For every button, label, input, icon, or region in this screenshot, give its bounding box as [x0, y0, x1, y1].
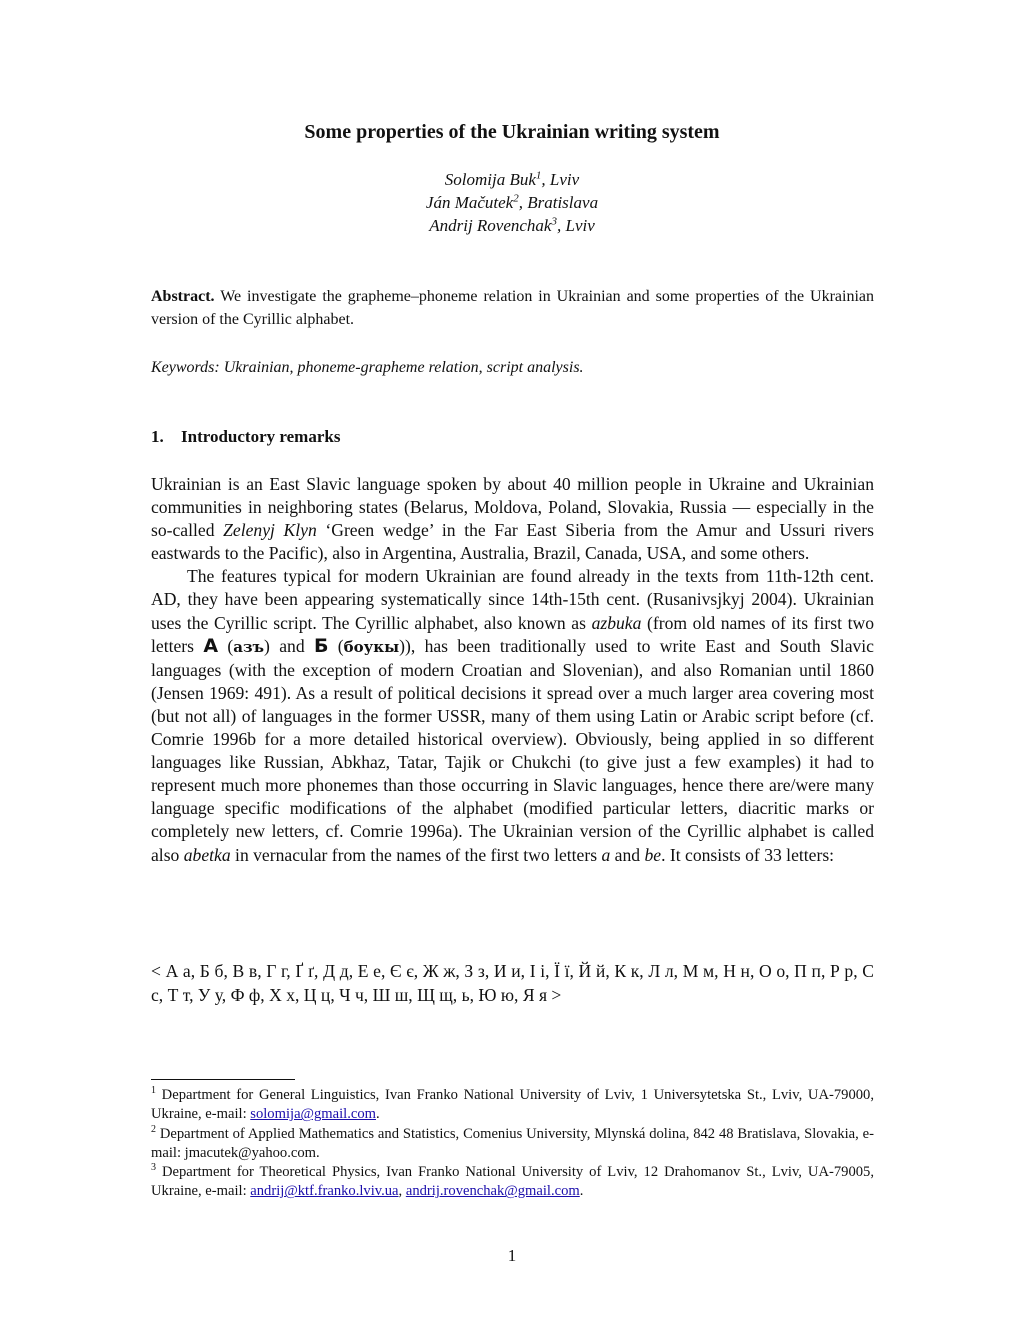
text-run: and [610, 844, 645, 865]
email-link[interactable]: andrij.rovenchak@gmail.com [405, 1183, 580, 1200]
section-title: Introductory remarks [181, 427, 341, 446]
body-text [151, 473, 874, 867]
italic-term: Zelenyj Klyn [223, 520, 317, 541]
abstract-label: Abstract. [151, 288, 215, 305]
text-run: . It consists of 33 letters: [661, 844, 835, 865]
footnote-mark[interactable]: 3 [551, 215, 557, 228]
footnote-tail: . [376, 1106, 380, 1123]
text-run: in vernacular from the names of the first two letters [230, 844, 602, 865]
text-run: ) and [264, 635, 314, 656]
footnote-1 [151, 1086, 874, 1125]
text-run: ‘Green wedge’ in the Far East Siberia from the Amur and Ussuri rivers eastwards to the Pacific), also in Argentina, Australia, Brazil, Canada, USA, and some others. [151, 520, 874, 564]
section-number: 1. [151, 427, 164, 446]
italic-term: azbuka [591, 612, 642, 633]
author-name: Solomija Buk [444, 170, 536, 189]
section-heading [151, 425, 874, 449]
footnote-mark: 3 [151, 1162, 156, 1174]
footnote-mark[interactable]: 1 [535, 169, 542, 182]
email-link[interactable]: solomija@gmail.com [250, 1106, 376, 1123]
old-letter-name-az: азъ [233, 637, 265, 656]
footnote-separator: , [398, 1183, 406, 1200]
old-cyrillic-a-glyph: А [203, 634, 219, 657]
footnotes [151, 1086, 874, 1202]
text-run: The features typical for modern Ukrainian are found already in the texts from 11th-12th cent. AD, they have been appearing systematically since 14th-15th cent. (Rusanivsjkyj 2004). Ukrainian uses the Cyrillic script. The Cyrillic alphabet, also known as [151, 566, 874, 633]
text-run: ( [218, 635, 234, 656]
footnote-mark[interactable]: 2 [513, 192, 519, 205]
author-3 [0, 214, 1024, 237]
footnote-text: Department for General Linguistics, Ivan Franko National University of Lviv, 1 Universytetska St., Lviv, UA-79000, Ukraine, e-mail: [151, 1087, 874, 1123]
footnote-text: Department of Applied Mathematics and Statistics, Comenius University, Mlynská dolina, 842 48 Bratislava, Slovakia, e-mail: jmacutek@yahoo.com. [151, 1125, 874, 1161]
italic-term: a [601, 844, 611, 865]
text-run: ( [328, 635, 344, 656]
email-link[interactable]: andrij@ktf.franko.lviv.ua [250, 1183, 399, 1200]
author-name: Ján Mačutek [425, 193, 514, 212]
old-cyrillic-b-glyph: Б [313, 634, 329, 657]
author-1 [0, 168, 1024, 191]
author-2 [0, 191, 1024, 214]
footnote-divider [151, 1079, 295, 1080]
footnote-3 [151, 1163, 874, 1202]
abstract [151, 285, 874, 331]
text-run: )), has been traditionally used to write East and South Slavic languages (with the exception of modern Croatian and Slovenian), and also Romanian until 1860 (Jensen 1969: 491). As a result of political decisions it spread over a much larger area covering most (but not all) of languages in the former USSR, many of them using Latin or Arabic script before (cf. Comrie 1996b for a more detailed historical overview). Obviously, being applied in so different languages like Russian, Abkhaz, Tatar, Tajik or Chukchi (to give just a few examples) it had to represent much more phonemes than those occurring in Slavic languages, hence there are/were many language specific modifications of the alphabet (modified particular letters, diacritic marks or completely new letters, cf. Comrie 1996a). The Ukrainian version of the Cyrillic alphabet is called also [151, 635, 874, 865]
footnote-tail: . [579, 1183, 584, 1200]
paper-title: Some properties of the Ukrainian writing system [304, 121, 720, 143]
italic-term: be [644, 844, 662, 865]
old-letter-name-buky: боукы [343, 637, 400, 656]
ukrainian-alphabet: < А а, Б б, В в, Г г, Ґ ґ, Д д, Е е, Є є, Ж ж, З з, И и, І і, Ї ї, Й й, К к, Л л, М м, Н н, О о, П п, Р р, С с, Т т, У у, Ф ф, Х х, Ц ц, Ч ч, Ш ш, Щ щ, ь, Ю ю, Я я > [151, 961, 874, 1005]
text-run: Ukrainian is an East Slavic language spoken by about 40 million people in Ukraine and Ukrainian communities in neighboring states (Belarus, Moldova, Poland, Slovakia, Russia — especially in the so-called [151, 474, 874, 541]
abstract-text: We investigate the grapheme–phoneme relation in Ukrainian and some properties of the Ukrainian version of the Cyrillic alphabet. [151, 288, 874, 328]
footnote-2 [151, 1125, 874, 1164]
author-city: , Lviv [556, 216, 595, 235]
author-city: , Lviv [541, 170, 580, 189]
page-number: 1 [507, 1246, 517, 1265]
author-city: , Bratislava [518, 193, 599, 212]
paragraph-2 [151, 565, 874, 866]
author-list [0, 168, 1024, 237]
italic-term: abetka [183, 844, 231, 865]
footnote-text: Department for Theoretical Physics, Ivan Franko National University of Lviv, 12 Drahomanov St., Lviv, UA-79005, Ukraine, e-mail: [151, 1164, 874, 1200]
footnote-mark: 2 [151, 1123, 156, 1135]
author-name: Andrij Rovenchak [429, 216, 552, 235]
keywords: Keywords: Ukrainian, phoneme-grapheme relation, script analysis. [151, 359, 584, 376]
footnote-mark: 1 [151, 1085, 156, 1097]
text-run: (from old names of its first two letters [151, 612, 874, 656]
paragraph-1 [151, 473, 874, 565]
